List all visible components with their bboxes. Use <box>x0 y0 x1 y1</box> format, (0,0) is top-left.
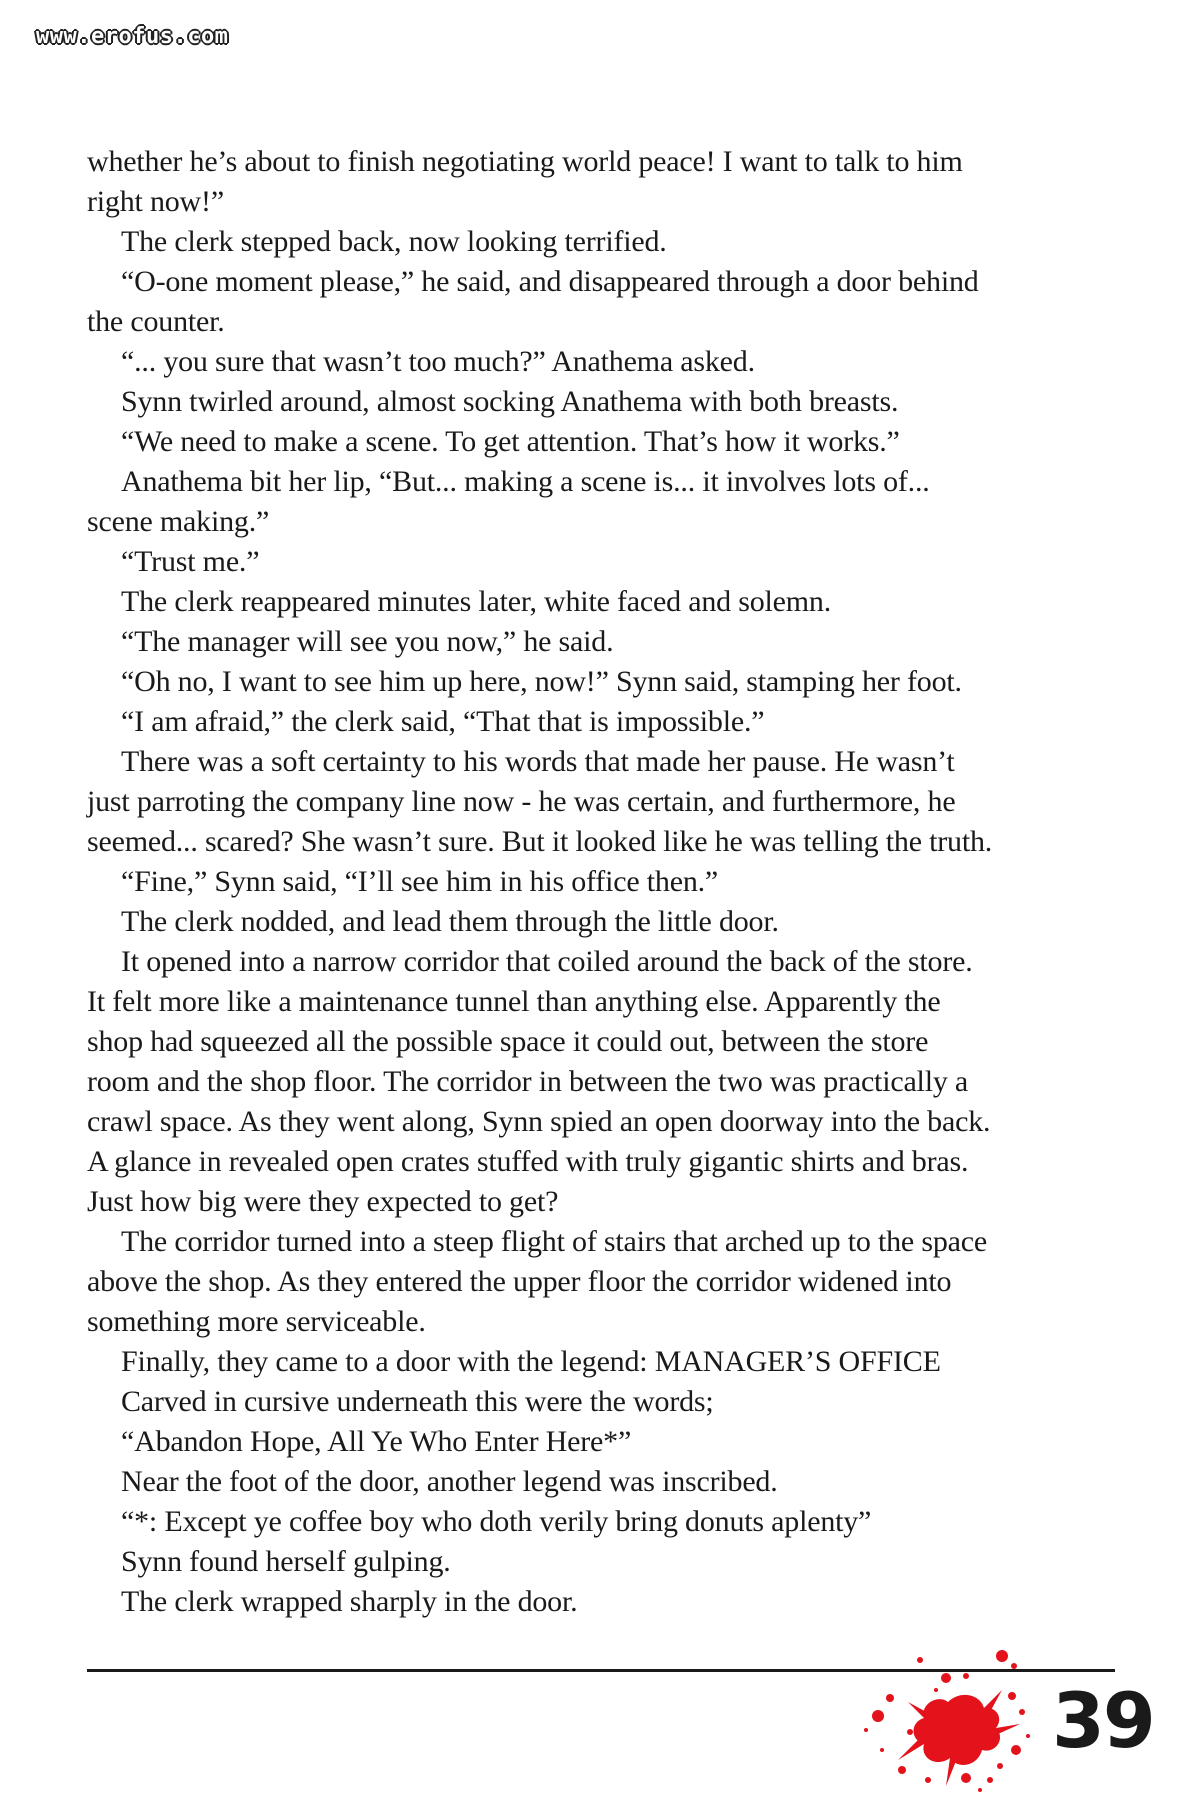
text-line: There was a soft certainty to his words that made her pause. He wasn’t <box>121 745 955 778</box>
text-line: Synn twirled around, almost socking Anathema with both breasts. <box>121 385 899 418</box>
text-line: The clerk reappeared minutes later, white faced and solemn. <box>121 585 832 618</box>
text-line: seemed... scared? She wasn’t sure. But it looked like he was telling the truth. <box>87 825 993 858</box>
text-line: right now!” <box>87 185 224 218</box>
blood-splatter-icon <box>770 1620 1070 1800</box>
text-line: A glance in revealed open crates stuffed with truly gigantic shirts and bras. <box>87 1145 969 1178</box>
text-line: The clerk nodded, and lead them through the little door. <box>121 905 779 938</box>
watermark: www.erofus.com <box>36 24 229 49</box>
text-line: Synn found herself gulping. <box>121 1545 451 1578</box>
text-line: “The manager will see you now,” he said. <box>121 625 614 658</box>
text-line: room and the shop floor. The corridor in between the two was practically a <box>87 1065 969 1098</box>
page-number: 39 <box>1052 1676 1154 1765</box>
text-line: “We need to make a scene. To get attention. That’s how it works.” <box>121 425 900 458</box>
text-line: “*: Except ye coffee boy who doth verily bring donuts aplenty” <box>121 1505 872 1538</box>
text-line: scene making.” <box>87 505 270 538</box>
text-line: Just how big were they expected to get? <box>87 1185 559 1218</box>
text-line: It felt more like a maintenance tunnel than anything else. Apparently the <box>87 985 941 1018</box>
text-line: “Trust me.” <box>121 545 260 578</box>
body-text <box>87 142 1127 1622</box>
text-line: shop had squeezed all the possible space it could out, between the store <box>87 1025 929 1058</box>
text-line: Carved in cursive underneath this were the words; <box>121 1385 714 1418</box>
text-line: Near the foot of the door, another legend was inscribed. <box>121 1465 778 1498</box>
text-line: something more serviceable. <box>87 1305 426 1338</box>
text-line: crawl space. As they went along, Synn spied an open doorway into the back. <box>87 1105 991 1138</box>
text-line: the counter. <box>87 305 225 338</box>
text-line: “I am afraid,” the clerk said, “That that is impossible.” <box>121 705 765 738</box>
text-line: The corridor turned into a steep flight of stairs that arched up to the space <box>121 1225 987 1258</box>
text-line: “Abandon Hope, All Ye Who Enter Here*” <box>121 1425 632 1458</box>
text-line: whether he’s about to finish negotiating world peace! I want to talk to him <box>87 145 963 178</box>
text-line: “... you sure that wasn’t too much?” Anathema asked. <box>121 345 755 378</box>
text-line: Anathema bit her lip, “But... making a scene is... it involves lots of... <box>121 465 930 498</box>
text-line: The clerk stepped back, now looking terrified. <box>121 225 667 258</box>
text-line: “O-one moment please,” he said, and disappeared through a door behind <box>121 265 979 298</box>
text-line: It opened into a narrow corridor that coiled around the back of the store. <box>121 945 973 978</box>
text-line: “Fine,” Synn said, “I’ll see him in his office then.” <box>121 865 719 898</box>
text-line: Finally, they came to a door with the legend: MANAGER’S OFFICE <box>121 1345 941 1378</box>
text-line: just parroting the company line now - he was certain, and furthermore, he <box>87 785 956 818</box>
text-line: above the shop. As they entered the upper floor the corridor widened into <box>87 1265 952 1298</box>
text-line: The clerk wrapped sharply in the door. <box>121 1585 578 1618</box>
text-line: “Oh no, I want to see him up here, now!” Synn said, stamping her foot. <box>121 665 962 698</box>
